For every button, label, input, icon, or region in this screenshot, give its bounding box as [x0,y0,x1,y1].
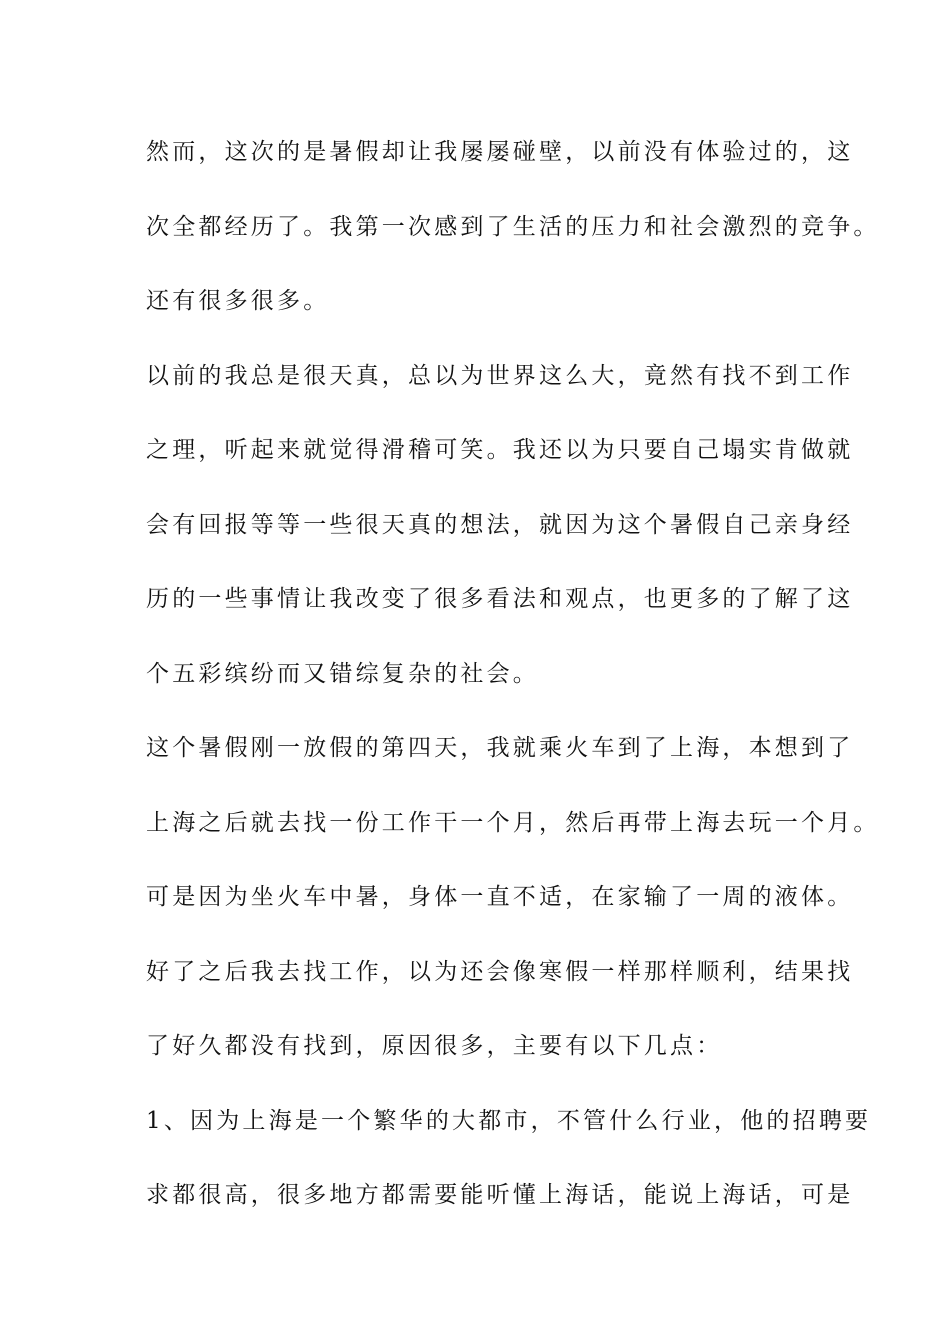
text-line: 1、因为上海是一个繁华的大都市，不管什么行业，他的招聘要 [146,1108,872,1134]
text-line: 上海之后就去找一份工作干一个月，然后再带上海去玩一个月。 [146,810,880,836]
text-line: 还有很多很多。 [146,288,330,314]
text-line: 可是因为坐火车中暑，身体一直不适，在家输了一周的液体。 [146,884,854,910]
text-line: 求都很高，很多地方都需要能听懂上海话，能说上海话，可是 [146,1182,854,1208]
text-line: 了好久都没有找到，原因很多，主要有以下几点： [146,1033,723,1059]
text-line: 之理，听起来就觉得滑稽可笑。我还以为只要自己塌实肯做就 [146,437,854,463]
text-line: 这个暑假刚一放假的第四天，我就乘火车到了上海，本想到了 [146,735,854,761]
text-line: 个五彩缤纷而又错综复杂的社会。 [146,661,539,687]
text-line: 历的一些事情让我改变了很多看法和观点，也更多的了解了这 [146,586,854,612]
text-line: 会有回报等等一些很天真的想法，就因为这个暑假自己亲身经 [146,512,854,538]
text-line: 次全都经历了。我第一次感到了生活的压力和社会激烈的竞争。 [146,214,880,240]
text-line: 好了之后我去找工作，以为还会像寒假一样那样顺利，结果找 [146,959,854,985]
text-line: 然而，这次的是暑假却让我屡屡碰壁，以前没有体验过的，这 [146,139,854,165]
text-line: 以前的我总是很天真，总以为世界这么大，竟然有找不到工作 [146,363,854,389]
